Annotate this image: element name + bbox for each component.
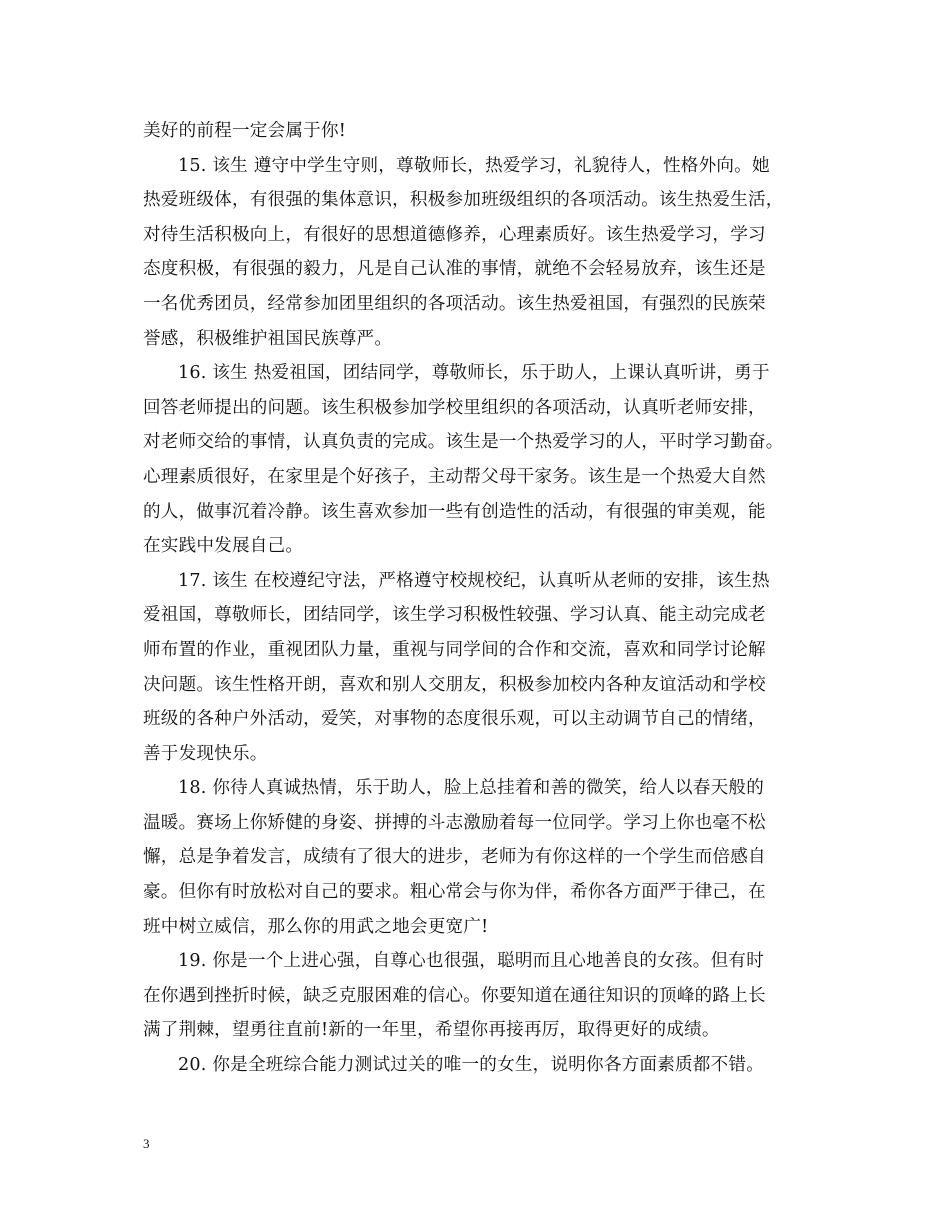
text-line: 师布置的作业，重视团队力量，重视与同学间的合作和交流，喜欢和同学讨论解 — [143, 639, 766, 660]
paragraph-18-first-line: 18. 你待人真诚热情，乐于助人，脸上总挂着和善的微笑，给人以春天般的 — [178, 778, 764, 799]
text-line: 在实践中发展自己。 — [143, 536, 304, 557]
text-line: 态度积极，有很强的毅力，凡是自己认准的事情，就绝不会轻易放弃，该生还是 — [143, 259, 766, 280]
text-line: 对老师交给的事情，认真负责的完成。该生是一个热爱学习的人，平时学习勤奋。 — [143, 432, 784, 453]
text-line: 在你遇到挫折时候，缺乏克服困难的信心。你要知道在通往知识的顶峰的路上长 — [143, 985, 766, 1006]
paragraph-15-first-line: 15. 该生 遵守中学生守则，尊敬师长，热爱学习，礼貌待人，性格外向。她 — [178, 155, 770, 176]
text-line: 豪。但你有时放松对自己的要求。粗心常会与你为伴，希你各方面严于律己，在 — [143, 882, 766, 903]
document-body — [143, 114, 823, 1083]
text-line: 热爱班级体，有很强的集体意识，积极参加班级组织的各项活动。该生热爱生活， — [143, 190, 784, 211]
text-line: 的人，做事沉着冷静。该生喜欢参加一些有创造性的活动，有很强的审美观，能 — [143, 501, 766, 522]
text-line: 心理素质很好，在家里是个好孩子，主动帮父母干家务。该生是一个热爱大自然 — [143, 466, 766, 487]
text-line: 班中树立威信，那么你的用武之地会更宽广! — [143, 916, 489, 937]
paragraph-16-first-line: 16. 该生 热爱祖国，团结同学，尊敬师长，乐于助人，上课认真听讲，勇于 — [178, 363, 770, 384]
paragraph-19-first-line: 19. 你是一个上进心强，自尊心也很强，聪明而且心地善良的女孩。但有时 — [178, 951, 764, 972]
text-line: 对待生活积极向上，有很好的思想道德修养，心理素质好。该生热爱学习，学习 — [143, 224, 766, 245]
text-line: 爱祖国，尊敬师长，团结同学，该生学习积极性较强、学习认真、能主动完成老 — [143, 605, 766, 626]
text-line: 班级的各种户外活动，爱笑，对事物的态度很乐观，可以主动调节自己的情绪， — [143, 709, 766, 730]
text-line: 温暖。赛场上你矫健的身姿、拼搏的斗志激励着每一位同学。学习上你也毫不松 — [143, 812, 766, 833]
text-line: 一名优秀团员，经常参加团里组织的各项活动。该生热爱祖国，有强烈的民族荣 — [143, 293, 766, 314]
text-line: 善于发现快乐。 — [143, 743, 268, 764]
text-line: 美好的前程一定会属于你! — [143, 121, 347, 141]
paragraph-17-first-line: 17. 该生 在校遵纪守法，严格遵守校规校纪，认真听从老师的安排，该生热 — [178, 570, 770, 591]
text-line: 决问题。该生性格开朗，喜欢和别人交朋友，积极参加校内各种友谊活动和学校 — [143, 674, 766, 695]
text-line: 誉感，积极维护祖国民族尊严。 — [143, 328, 393, 349]
page-number: 3 — [143, 1136, 150, 1151]
text-line: 懈，总是争着发言，成绩有了很大的进步，老师为有你这样的一个学生而倍感自 — [143, 847, 766, 868]
text-line: 回答老师提出的问题。该生积极参加学校里组织的各项活动，认真听老师安排， — [143, 397, 766, 418]
paragraph-20-first-line: 20. 你是全班综合能力测试过关的唯一的女生，说明你各方面素质都不错。 — [178, 1055, 764, 1076]
text-line: 满了荆棘，望勇往直前!新的一年里，希望你再接再厉，取得更好的成绩。 — [143, 1020, 720, 1041]
